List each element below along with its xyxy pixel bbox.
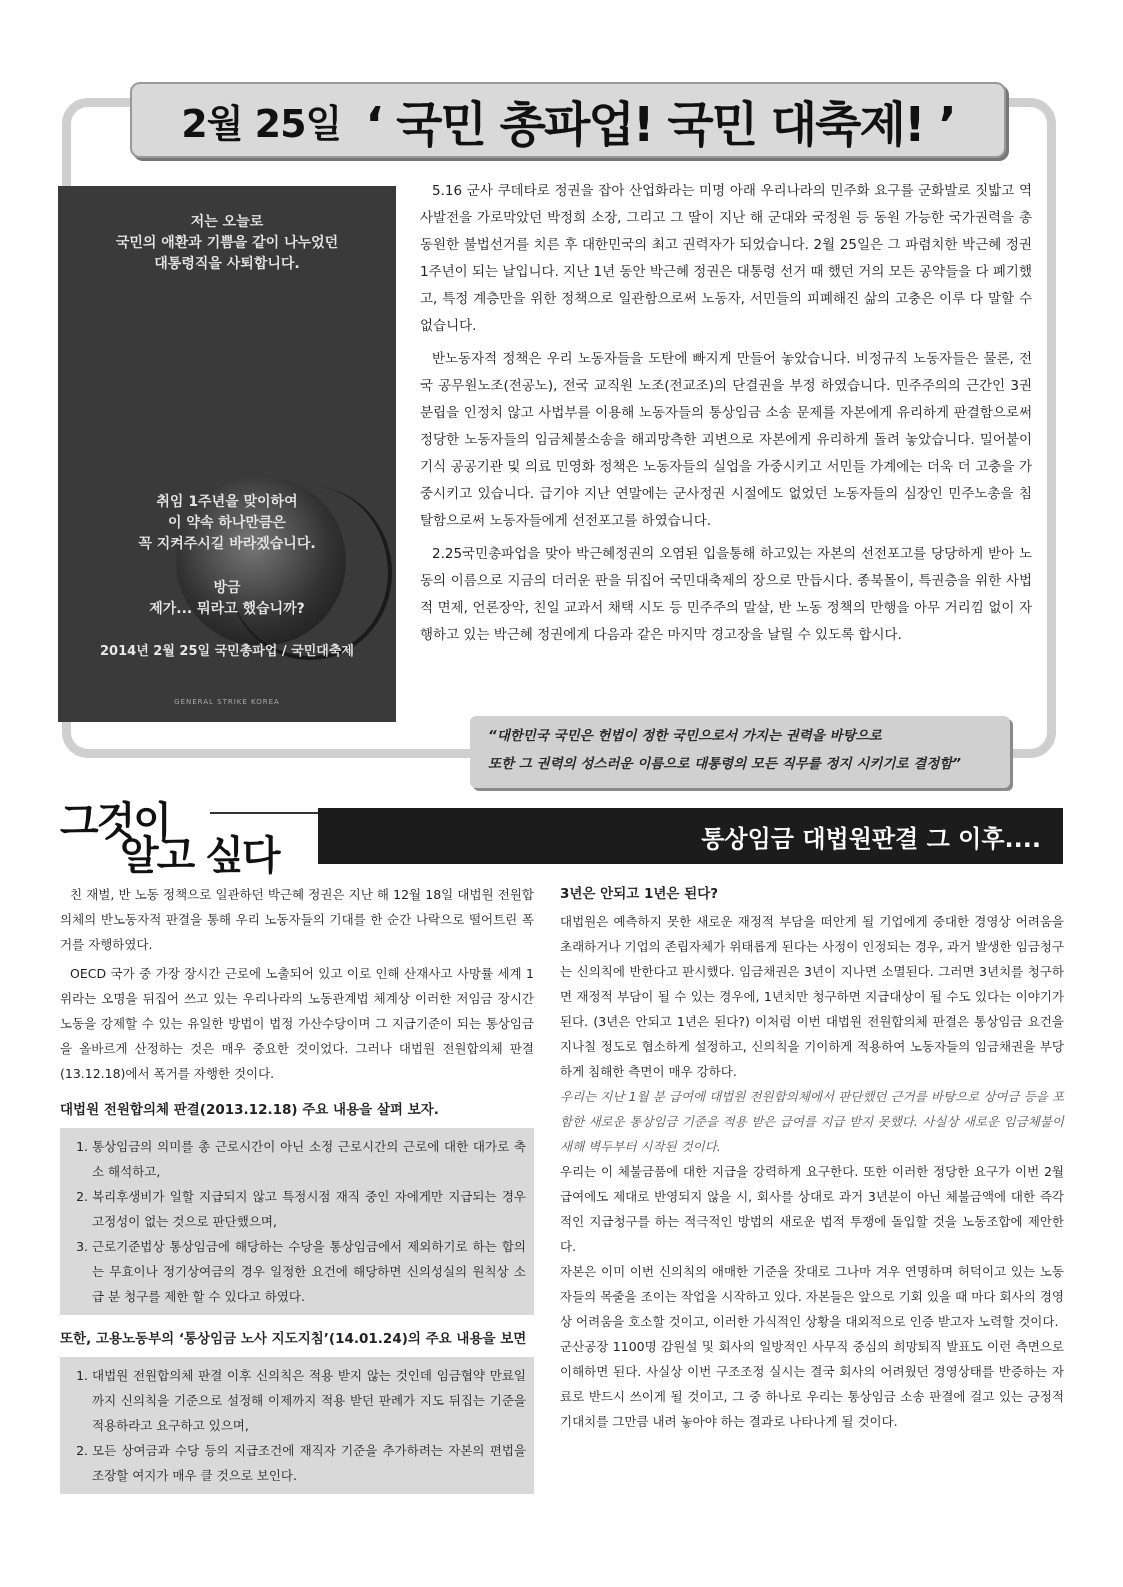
right-paragraph: 자본은 이미 이번 신의칙의 애매한 기준을 잣대로 그나마 겨우 연명하며 허덕이고 있는 노동자들의 목줄을 조이는 작업을 시작하고 있다. 자본들은 앞으로 기회 있을 때 마다 회사의 경영상 어려움을 호소할 것이고, 이러한 가식적인 상황을 대외적으로 인증 받고자 노력할 것이다. — [560, 1264, 1064, 1329]
logo-text: 알고 싶다 — [120, 833, 279, 879]
section-title-bar — [318, 808, 1063, 864]
section-title: 통상임금 대법원판결 그 이후.... — [701, 824, 1041, 853]
section-logo — [60, 790, 300, 879]
poster-line: 대통령직을 사퇴합니다. — [154, 256, 300, 272]
poster-image — [58, 186, 396, 722]
guideline-list-box — [60, 1357, 534, 1494]
top-article — [420, 178, 1032, 655]
right-paragraph: 군산공장 1100명 감원설 및 회사의 일방적인 사무직 중심의 희망퇴직 발표도 이런 측면으로 이해하면 된다. 사실상 이번 구조조정 실시는 결국 회사의 어려웠던 경영상태를 반증하는 자료로 반드시 쓰이게 될 것이고, 그 중 하나로 우리는 통상임금 소송 판결에 걸고 있는 긍정적 기대치를 그만큼 내려 놓아야 하는 결과로 나타나게 될 것이다. — [560, 1339, 1064, 1429]
page-title: ‘ 국민 총파업! 국민 대축제! ’ — [365, 96, 955, 153]
list-item: 1. 대법원 전원합의체 판결 이후 신의칙은 적용 받지 않는 것인데 임금협약 만료일까지 신의칙을 기준으로 설정해 이제까지 적용 받던 판례가 지도 뒤집는 기준을 적용하라고 요구하고 있으며, — [92, 1363, 526, 1438]
right-heading: 3년은 안되고 1년은 된다? — [560, 886, 719, 902]
title-banner — [130, 82, 1006, 158]
right-paragraph: 우리는 이 체불금품에 대한 지급을 강력하게 요구한다. 또한 이러한 정당한 요구가 이번 2월 급여에도 제대로 반영되지 않을 시, 회사를 상대로 과거 3년분이 아닌 체불금액에 대한 즉각적인 지급청구를 하는 적극적인 방법의 새로운 법적 투쟁에 돌입할 것을 노동조합에 제안한다. — [560, 1164, 1064, 1254]
quote-line: 또한 그 권력의 성스러운 이름으로 대통령의 모든 직무를 정지 시키기로 결정함” — [488, 756, 962, 772]
poster-line: 꼭 지켜주시길 바라겠습니다. — [138, 536, 316, 552]
poster-footer: GENERAL STRIKE KOREA — [174, 698, 280, 706]
right-column — [560, 882, 1064, 1434]
left-paragraph: OECD 국가 중 가장 장시간 근로에 노출되어 있고 이로 인해 산재사고 사망률 세계 1위라는 오명을 뒤집어 쓰고 있는 우리나라의 노동관계법 체계상 이러한 저임금 장시간 노동을 강제할 수 있는 유일한 방법이 법정 가산수당이며 그 지급기준이 되는 통상임금을 올바르게 산정하는 것은 매우 중요한 것이었다. 그러나 대법원 전원합의체 판결(13.12.18)에서 폭거를 자행한 것이다. — [60, 966, 534, 1081]
list-item: 2. 모든 상여금과 수당 등의 지급조건에 재직자 기준을 추가하려는 자본의 편법을 조장할 여지가 매우 클 것으로 보인다. — [92, 1438, 526, 1488]
poster-line: 제가... 뭐라고 했습니까? — [149, 601, 305, 617]
poster-line: 저는 오늘로 — [190, 214, 264, 230]
list-item: 3. 근로기준법상 통상임금에 해당하는 수당을 통상임금에서 제외하기로 하는 합의는 무효이나 정기상여금의 경우 일정한 요건에 해당하면 신의성실의 원칙상 소급 분 청구를 제한 할 수 있다고 하였다. — [92, 1234, 526, 1309]
article-paragraph: 반노동자적 정책은 우리 노동자들을 도탄에 빠지게 만들어 놓았습니다. 비정규직 노동자들은 물론, 전국 공무원노조(전공노), 전국 교직원 노조(전교조)의 단결권을 부정 하였습니다. 민주주의의 근간인 3권 분립을 인정치 않고 사법부를 이용해 노동자들의 통상임금 소송 문제를 자본에게 유리하게 판결함으로써 정당한 노동자들의 임금체불소송을 해괴망측한 괴변으로 자본에게 유리하게 돌려 놓았습니다. 밀어붙이기식 공공기관 및 의료 민영화 정책은 노동자들의 실업을 가중시키고 서민들 가계에는 더욱 더 고충을 가중시키고 있습니다. 급기야 지난 연말에는 군사정권 시절에도 없었던 노동자들의 심장인 민주노총을 침탈함으로써 노동자들에게 선전포고를 하였습니다. — [420, 351, 1032, 529]
list-item: 2. 복리후생비가 일할 지급되지 않고 특정시점 재직 중인 자에게만 지급되는 경우 고정성이 없는 것으로 판단했으며, — [92, 1184, 526, 1234]
quote-box — [470, 716, 1010, 788]
title-date: 2월 25일 — [181, 101, 342, 146]
left-column — [60, 882, 534, 1502]
poster-line: 2014년 2월 25일 국민총파업 / 국민대축제 — [100, 644, 354, 659]
poster-line: 이 약속 하나만큼은 — [168, 515, 286, 531]
logo-text: 그것이 — [60, 799, 170, 845]
quote-line: “대한민국 국민은 헌법이 정한 국민으로서 가지는 권력을 바탕으로 — [488, 728, 882, 744]
poster-line: 국민의 애환과 기쁨을 같이 나누었던 — [115, 235, 339, 251]
article-paragraph: 2.25국민총파업을 맞아 박근혜정권의 오염된 입을통해 하고있는 자본의 선전포고를 당당하게 받아 노동의 이름으로 지금의 더러운 판을 뒤집어 국민대축제의 장으로 만듭시다. 종북몰이, 특권층을 위한 사법적 면제, 언론장악, 친일 교과서 채택 시도 등 민주주의 말살, 반 노동 정책의 만행을 아무 거리낌 없이 자행하고 있는 박근혜 정권에게 다음과 같은 마지막 경고장을 날릴 수 있도록 합시다. — [420, 546, 1032, 643]
poster-line: 취임 1주년을 맞이하여 — [156, 494, 298, 510]
left-heading: 대법원 전원합의체 판결(2013.12.18) 주요 내용을 살펴 보자. — [60, 1102, 439, 1118]
list-item: 1. 통상임금의 의미를 총 근로시간이 아닌 소정 근로시간의 근로에 대한 대가로 축소 해석하고, — [92, 1134, 526, 1184]
left-paragraph: 친 재벌, 반 노동 정책으로 일관하던 박근혜 정권은 지난 해 12월 18일 대법원 전원합의체의 반노동자적 판결을 통해 우리 노동자들의 기대를 한 순간 나락으로 떨어트린 폭거를 자행하였다. — [60, 887, 534, 952]
poster-line: 방금 — [213, 580, 241, 596]
right-paragraph-italic: 우리는 지난 1월 분 급여에 대법원 전원합의체에서 판단했던 근거를 바탕으로 상여금 등을 포함한 새로운 통상임금 기준을 적용 받은 급여를 지급 받지 못했다. 사실상 새로운 임금체불이 새해 벽두부터 시작된 것이다. — [560, 1089, 1064, 1154]
ruling-list-box — [60, 1128, 534, 1315]
right-paragraph: 대법원은 예측하지 못한 새로운 재정적 부담을 떠안게 될 기업에게 중대한 경영상 어려움을 초래하거나 기업의 존립자체가 위태롭게 된다는 사정이 인정되는 경우, 과거 발생한 임금청구는 신의칙에 반한다고 판시했다. 임금채권은 3년이 지나면 소멸된다. 그러면 3년치를 청구하면 재정적 부담이 될 수 있는 경우에, 1년치만 청구하면 지급대상이 될 수도 있다는 이야기가 된다. (3년은 안되고 1년은 된다?) 이처럼 이번 대법원 전원합의체 판결은 통상임금 요건을 지나칠 정도로 협소하게 설정하고, 신의칙을 기이하게 적용하여 노동자들의 임금채권을 부당하게 침해한 측면이 매우 강하다. — [560, 914, 1064, 1079]
left-heading: 또한, 고용노동부의 ‘통상임금 노사 지도지침’(14.01.24)의 주요 내용을 보면 — [60, 1331, 527, 1347]
article-paragraph: 5.16 군사 쿠데타로 정권을 잡아 산업화라는 미명 아래 우리나라의 민주화 요구를 군화발로 짓밟고 역사발전을 가로막았던 박정희 소장, 그리고 그 딸이 지난 해 군대와 국정원 등 동원 가능한 국가권력을 총동원한 불법선거를 치른 후 대한민국의 최고 권력자가 되었습니다. 2월 25일은 그 파렴치한 박근혜 정권 1주년이 되는 날입니다. 지난 1년 동안 박근혜 정권은 대통령 선거 때 했던 거의 모든 공약들을 다 폐기했고, 특정 계층만을 위한 정책으로 일관함으로써 노동자, 서민들의 피폐해진 삶의 고충은 이루 다 말할 수 없습니다. — [420, 183, 1032, 334]
